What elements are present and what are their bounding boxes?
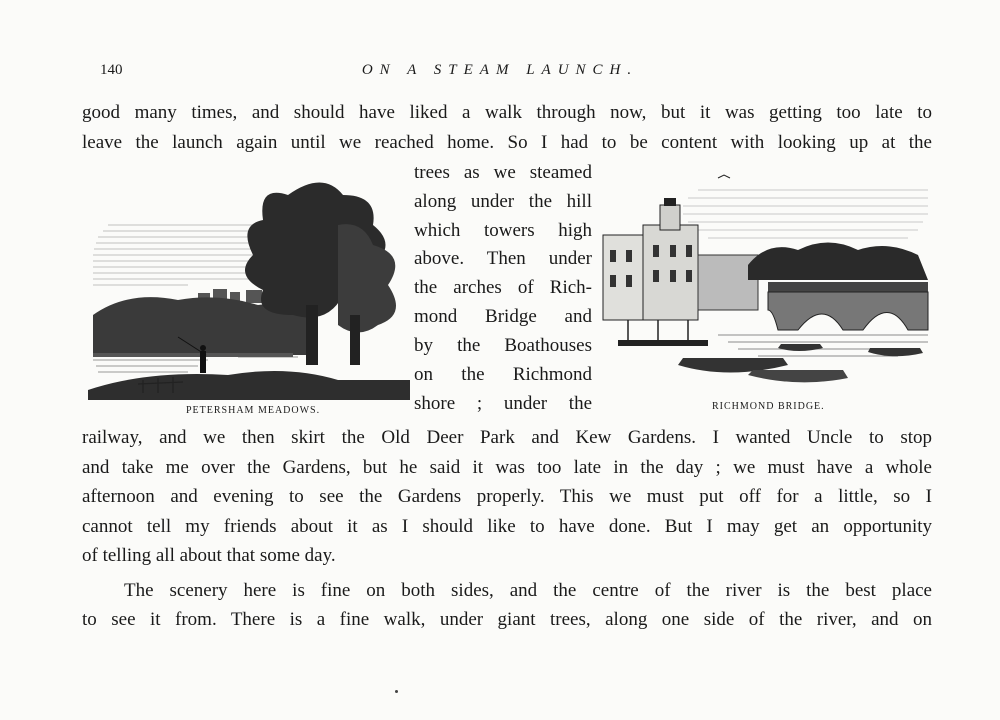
column-line-7: by the Boathouses: [414, 335, 592, 356]
body-line-6: cannot tell my friends about it as I should like to have done. But I may get an opportunity: [82, 516, 932, 537]
page-number: 140: [100, 62, 123, 78]
column-line-4: above. Then under: [414, 248, 592, 269]
body-line-8: The scenery here is fine on both sides, and the centre of the river is the best place: [124, 580, 932, 601]
column-line-1: trees as we steamed: [414, 162, 592, 183]
body-line-9: to see it from. There is a fine walk, under giant trees, along one side of the river, and on: [82, 609, 932, 630]
page-header: [0, 62, 1000, 86]
body-line-7: of telling all about that some day.: [82, 545, 336, 566]
right-illustration-caption: RICHMOND BRIDGE.: [712, 401, 825, 412]
petersham-meadows-engraving: [88, 165, 410, 400]
column-line-5: the arches of Rich-: [414, 277, 592, 298]
column-line-3: which towers high: [414, 220, 592, 241]
body-line-2: leave the launch again until we reached home. So I had to be content with looking up at the: [82, 132, 932, 153]
column-line-9: shore ; under the: [414, 393, 592, 414]
body-line-1: good many times, and should have liked a walk through now, but it was getting too late to: [82, 102, 932, 123]
richmond-bridge-engraving: [598, 170, 934, 395]
running-title: ON A STEAM LAUNCH.: [361, 62, 639, 78]
body-line-3: railway, and we then skirt the Old Deer Park and Kew Gardens. I wanted Uncle to stop: [82, 427, 932, 448]
left-illustration-caption: PETERSHAM MEADOWS.: [186, 405, 321, 416]
body-line-5: afternoon and evening to see the Gardens properly. This we must put off for a little, so I: [82, 486, 932, 507]
column-line-6: mond Bridge and: [414, 306, 592, 327]
column-line-2: along under the hill: [414, 191, 592, 212]
ink-speck: [395, 690, 398, 693]
body-line-4: and take me over the Gardens, but he said it was too late in the day ; we must have a whole: [82, 457, 932, 478]
column-line-8: on the Richmond: [414, 364, 592, 385]
